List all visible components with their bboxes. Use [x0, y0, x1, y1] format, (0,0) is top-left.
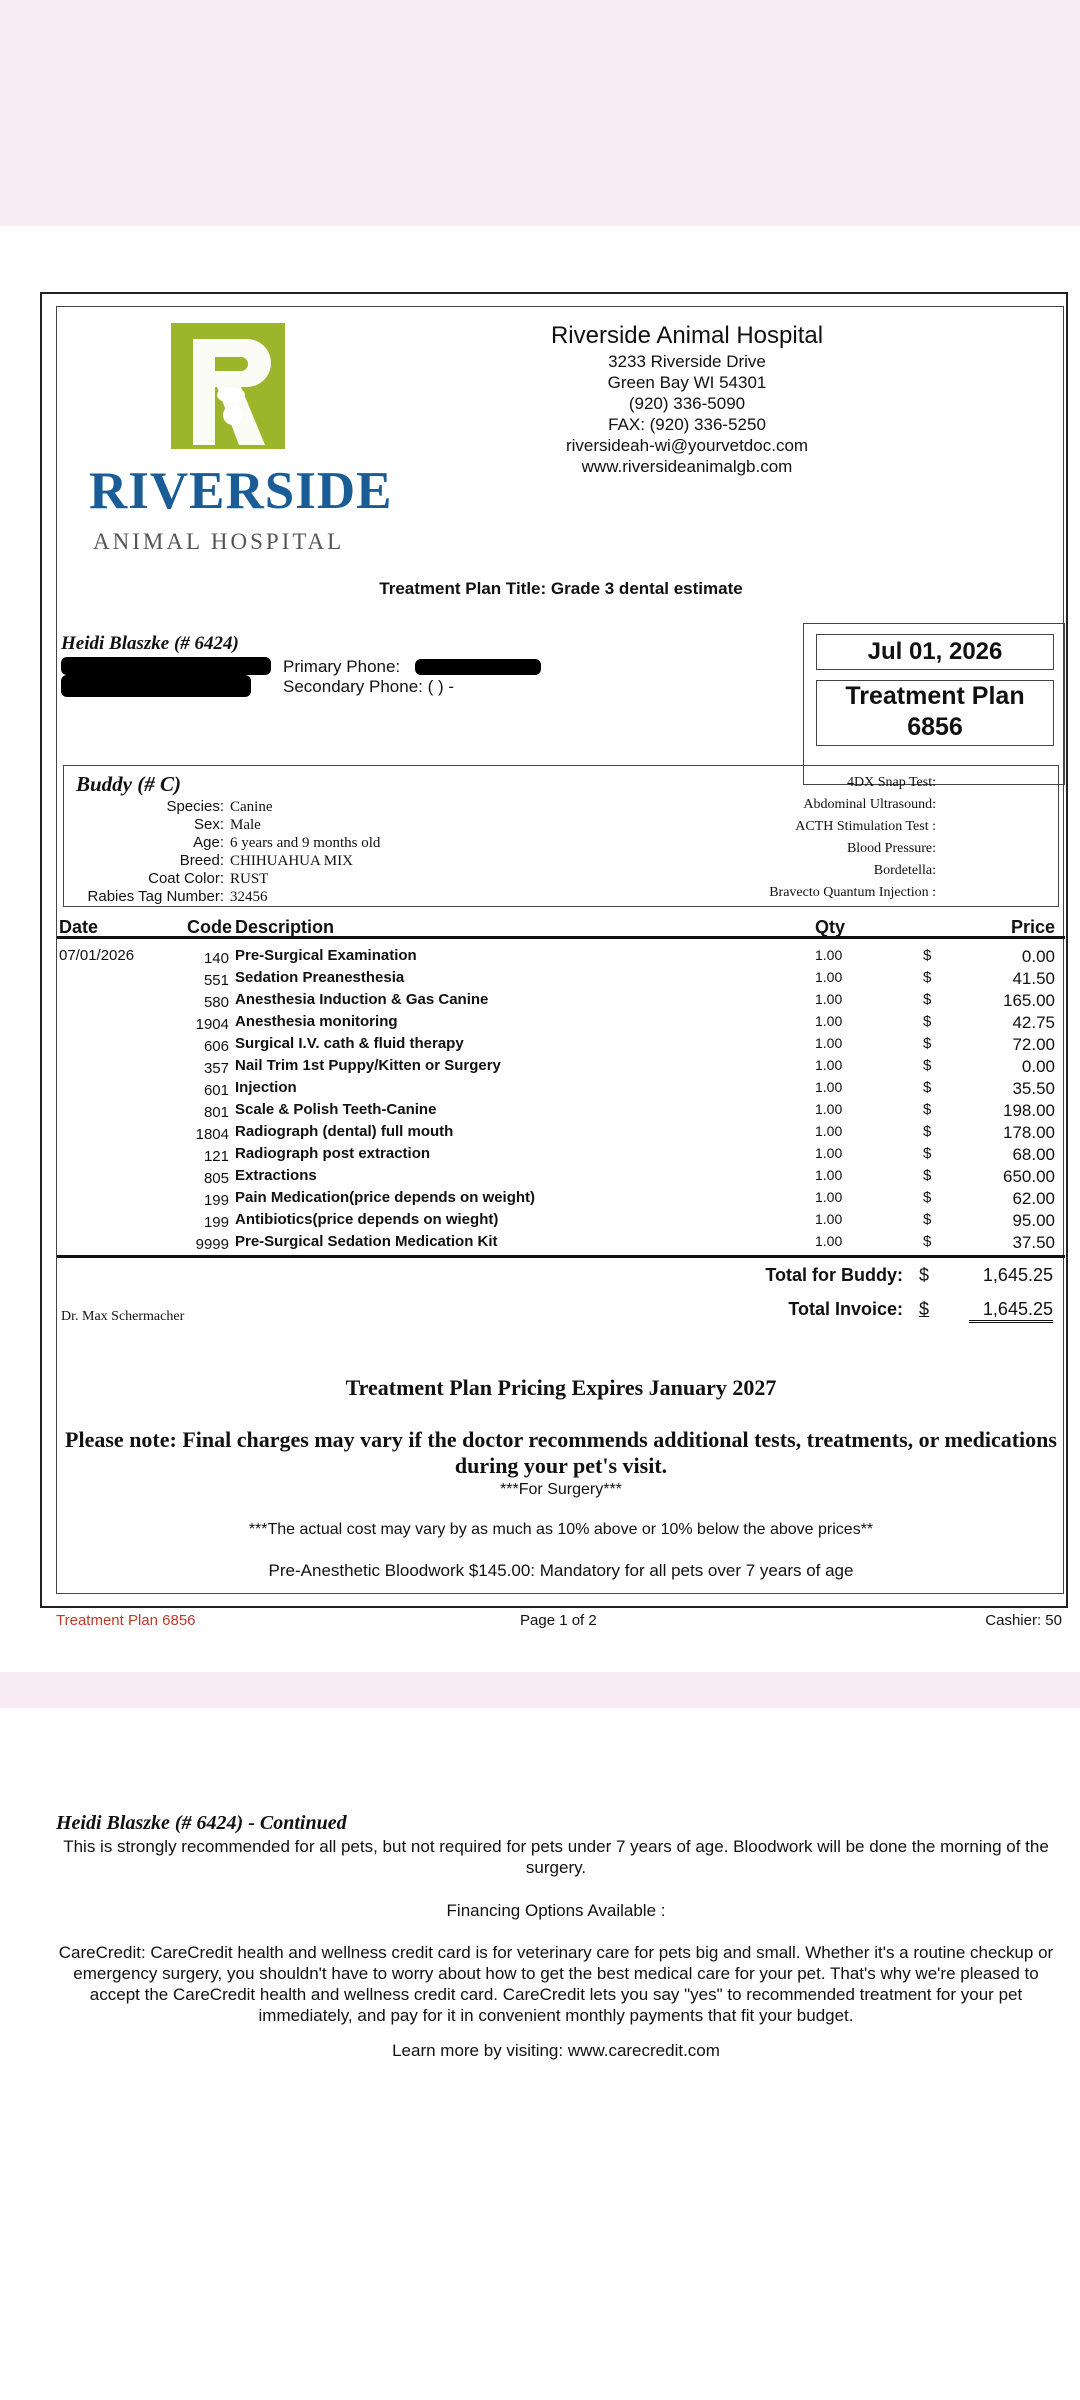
row-code: 199: [203, 1214, 229, 1231]
learn-more: Learn more by visiting: www.carecredit.com: [392, 2041, 720, 2060]
header-qty: Qty: [815, 917, 846, 937]
row-currency: $: [923, 1013, 932, 1030]
financing-heading: Financing Options Available :: [446, 1901, 666, 1920]
client-name: Heidi Blaszke (# 6424): [61, 633, 239, 654]
table-row: [57, 1231, 1065, 1253]
table-row: [57, 967, 1065, 989]
pet-field: [74, 852, 380, 870]
row-currency: $: [923, 1211, 932, 1228]
row-description: Extractions: [235, 1167, 317, 1184]
hospital-address-2: Green Bay WI 54301: [607, 373, 767, 392]
test-label: ACTH Stimulation Test :: [795, 819, 936, 834]
plan-date: Jul 01, 2026: [816, 634, 1054, 670]
row-description: Anesthesia monitoring: [235, 1013, 398, 1030]
plan-label: Treatment Plan: [845, 682, 1025, 710]
pet-field-value: 6 years and 9 months old: [230, 835, 381, 851]
redaction-block: [61, 657, 271, 675]
row-price: 37.50: [1012, 1233, 1055, 1252]
table-row: [57, 989, 1065, 1011]
test-label: 4DX Snap Test:: [847, 775, 936, 790]
hospital-phone: (920) 336-5090: [628, 394, 746, 413]
row-description: Injection: [235, 1079, 297, 1096]
currency-symbol: $: [918, 1299, 929, 1319]
for-surgery: ***For Surgery***: [500, 1481, 622, 1498]
pet-field: [74, 798, 380, 816]
row-price: 41.50: [1012, 969, 1055, 988]
page-separator: [0, 1672, 1080, 1708]
row-price: 35.50: [1012, 1079, 1055, 1098]
pet-field-label: Rabies Tag Number:: [87, 888, 224, 905]
total-pet-label: Total for Buddy:: [765, 1265, 903, 1285]
row-currency: $: [923, 1145, 932, 1162]
header-description: Description: [235, 917, 335, 937]
row-price: 0.00: [1021, 1057, 1055, 1076]
row-currency: $: [923, 1101, 932, 1118]
pet-field: [74, 834, 380, 852]
hospital-logo: [79, 311, 393, 561]
treatment-plan-title: Treatment Plan Title: Grade 3 dental estimate: [379, 579, 743, 598]
currency-symbol: $: [918, 1265, 929, 1285]
hospital-website: www.riversideanimalgb.com: [581, 457, 793, 476]
test-label: Bravecto Quantum Injection :: [769, 885, 936, 900]
row-code: 606: [203, 1038, 229, 1055]
row-code: 551: [203, 972, 229, 989]
table-row: [57, 1165, 1065, 1187]
footer-page: Page 1 of 2: [520, 1612, 597, 1629]
row-code: 801: [203, 1104, 229, 1121]
header-code: Code: [187, 917, 232, 937]
plan-number: 6856: [907, 713, 963, 741]
plan-summary-box: [803, 623, 1065, 785]
pet-field-value: 32456: [230, 889, 268, 905]
row-currency: $: [923, 969, 932, 986]
total-invoice-label: Total Invoice:: [788, 1299, 903, 1319]
line-items: [57, 945, 1065, 1253]
row-qty: 1.00: [815, 1035, 843, 1051]
table-row: [57, 1055, 1065, 1077]
table-row: [57, 1033, 1065, 1055]
table-row: [57, 1077, 1065, 1099]
table-header: [57, 915, 1065, 939]
header-date: Date: [59, 917, 99, 937]
pet-info-box: [63, 765, 1059, 907]
test-label: Abdominal Ultrasound:: [803, 797, 936, 812]
content-frame: [56, 306, 1064, 1594]
table-row: [57, 1187, 1065, 1209]
pet-name: Buddy (# C): [76, 772, 181, 796]
row-currency: $: [923, 1233, 932, 1250]
table-row: [57, 1209, 1065, 1231]
total-invoice-row: [693, 1299, 1053, 1329]
table-bottom-rule: [57, 1255, 1065, 1258]
row-currency: $: [923, 1123, 932, 1140]
redaction-block: [61, 675, 251, 697]
pet-field: [74, 816, 380, 834]
row-price: 178.00: [1003, 1123, 1055, 1142]
test-label: Blood Pressure:: [846, 841, 936, 856]
doctor-name: Dr. Max Schermacher: [61, 1309, 185, 1324]
row-currency: $: [923, 1167, 932, 1184]
total-pet-value: 1,645.25: [982, 1265, 1053, 1285]
table-row: [57, 1011, 1065, 1033]
final-charges-note: [57, 1427, 1065, 1479]
pet-field-label: Breed:: [179, 852, 224, 869]
row-qty: 1.00: [815, 947, 843, 963]
test-label: Bordetella:: [873, 863, 936, 878]
pet-field-value: Canine: [230, 799, 273, 815]
row-price: 95.00: [1012, 1211, 1055, 1230]
row-code: 140: [203, 950, 229, 967]
row-currency: $: [923, 1035, 932, 1052]
row-qty: 1.00: [815, 1123, 843, 1139]
row-price: 72.00: [1012, 1035, 1055, 1054]
row-qty: 1.00: [815, 969, 843, 985]
page-border: [40, 292, 1068, 1608]
table-row: [57, 1121, 1065, 1143]
plan-label-box: [816, 680, 1054, 746]
row-qty: 1.00: [815, 991, 843, 1007]
hospital-name: Riverside Animal Hospital: [550, 322, 824, 349]
footer-plan: Treatment Plan 6856: [56, 1612, 196, 1629]
row-description: Sedation Preanesthesia: [235, 969, 405, 986]
row-currency: $: [923, 947, 932, 964]
row-qty: 1.00: [815, 1013, 843, 1029]
primary-phone-label: Primary Phone:: [283, 657, 401, 676]
logo-mark-icon: [171, 323, 285, 449]
continued-client-name: Heidi Blaszke (# 6424) - Continued: [56, 1812, 347, 1834]
row-code: 121: [203, 1148, 229, 1165]
row-qty: 1.00: [815, 1079, 843, 1095]
document-page-1: [0, 226, 1080, 1672]
pet-tests: [769, 772, 936, 904]
logo-subtitle: ANIMAL HOSPITAL: [93, 529, 345, 554]
row-price: 42.75: [1012, 1013, 1055, 1032]
note-line-1: Please note: Final charges may vary if the doctor recommends additional tests, treatments, or medications: [65, 1427, 1057, 1452]
row-price: 62.00: [1012, 1189, 1055, 1208]
pet-fields: [74, 798, 380, 906]
table-row: [57, 1099, 1065, 1121]
row-date: 07/01/2026: [59, 947, 135, 964]
header-price: Price: [1010, 917, 1055, 937]
pricing-expires: Treatment Plan Pricing Expires January 2027: [345, 1375, 777, 1400]
row-price: 165.00: [1003, 991, 1055, 1010]
pet-field-value: CHIHUAHUA MIX: [230, 853, 353, 869]
row-qty: 1.00: [815, 1189, 843, 1205]
row-code: 357: [203, 1060, 229, 1077]
row-description: Anesthesia Induction & Gas Canine: [235, 991, 489, 1008]
row-code: 580: [203, 994, 229, 1011]
total-invoice-value: 1,645.25: [969, 1299, 1053, 1323]
row-price: 198.00: [1003, 1101, 1055, 1120]
row-code: 199: [203, 1192, 229, 1209]
row-description: Pain Medication(price depends on weight): [235, 1189, 536, 1206]
redaction-block: [415, 659, 541, 675]
logo-wordmark: RIVERSIDE: [89, 462, 393, 520]
pet-field-label: Coat Color:: [148, 870, 224, 887]
row-code: 1804: [195, 1126, 229, 1143]
total-pet-row: [693, 1265, 1053, 1293]
row-qty: 1.00: [815, 1167, 843, 1183]
pet-field: [74, 870, 380, 888]
row-description: Scale & Polish Teeth-Canine: [235, 1101, 437, 1118]
pet-field-value: Male: [230, 817, 261, 833]
pet-field-label: Species:: [166, 798, 224, 815]
row-code: 601: [203, 1082, 229, 1099]
row-code: 9999: [195, 1236, 229, 1253]
row-description: Radiograph post extraction: [235, 1145, 431, 1162]
pet-field-label: Age:: [193, 834, 224, 851]
row-price: 68.00: [1012, 1145, 1055, 1164]
row-description: Nail Trim 1st Puppy/Kitten or Surgery: [235, 1057, 501, 1074]
client-info: [61, 633, 541, 696]
row-currency: $: [923, 1079, 932, 1096]
row-description: Radiograph (dental) full mouth: [235, 1123, 454, 1140]
row-qty: 1.00: [815, 1211, 843, 1227]
hospital-info: [487, 321, 887, 477]
row-currency: $: [923, 1189, 932, 1206]
row-description: Pre-Surgical Sedation Medication Kit: [235, 1233, 498, 1250]
secondary-phone: Secondary Phone: ( ) -: [283, 677, 455, 696]
row-qty: 1.00: [815, 1057, 843, 1073]
hospital-email: riversideah-wi@yourvetdoc.com: [565, 436, 809, 455]
pet-field-label: Sex:: [193, 816, 224, 833]
row-qty: 1.00: [815, 1145, 843, 1161]
carecredit-text: CareCredit: CareCredit health and wellness credit card is for veterinary care for pets big and small. Whether it's a routine checkup or emergency surgery, you shouldn't have to worry about how to get the best medical care for your pet. That's why we're pleased to accept the CareCredit health and wellness credit card. CareCredit lets you say "yes" to recommended treatment for your pet immediately, and pay for it in convenient monthly payments that fit your budget.: [58, 1943, 1054, 2025]
pet-field-value: RUST: [230, 871, 269, 887]
row-qty: 1.00: [815, 1101, 843, 1117]
hospital-fax: FAX: (920) 336-5250: [608, 415, 766, 434]
preanesthetic-note: Pre-Anesthetic Bloodwork $145.00: Mandatory for all pets over 7 years of age: [268, 1561, 854, 1580]
row-code: 805: [203, 1170, 229, 1187]
row-code: 1904: [195, 1016, 229, 1033]
bloodwork-note: This is strongly recommended for all pets, but not required for pets under 7 years of age. Bloodwork will be done the morning of the surgery.: [63, 1837, 1049, 1877]
pet-field: [74, 888, 380, 906]
actual-cost-note: ***The actual cost may vary by as much as 10% above or 10% below the above prices**: [248, 1521, 874, 1538]
document-page-2: [0, 1708, 1080, 2400]
row-description: Pre-Surgical Examination: [235, 947, 417, 964]
table-row: [57, 945, 1065, 967]
totals: [693, 1265, 1053, 1329]
row-currency: $: [923, 1057, 932, 1074]
note-line-2: during your pet's visit.: [454, 1453, 668, 1478]
row-description: Surgical I.V. cath & fluid therapy: [235, 1035, 464, 1052]
row-price: 0.00: [1021, 947, 1055, 966]
table-row: [57, 1143, 1065, 1165]
top-background: [0, 0, 1080, 226]
hospital-address-1: 3233 Riverside Drive: [608, 352, 766, 371]
row-currency: $: [923, 991, 932, 1008]
row-price: 650.00: [1003, 1167, 1055, 1186]
footer-cashier: Cashier: 50: [985, 1612, 1062, 1629]
row-qty: 1.00: [815, 1233, 843, 1249]
row-description: Antibiotics(price depends on wieght): [235, 1211, 499, 1228]
